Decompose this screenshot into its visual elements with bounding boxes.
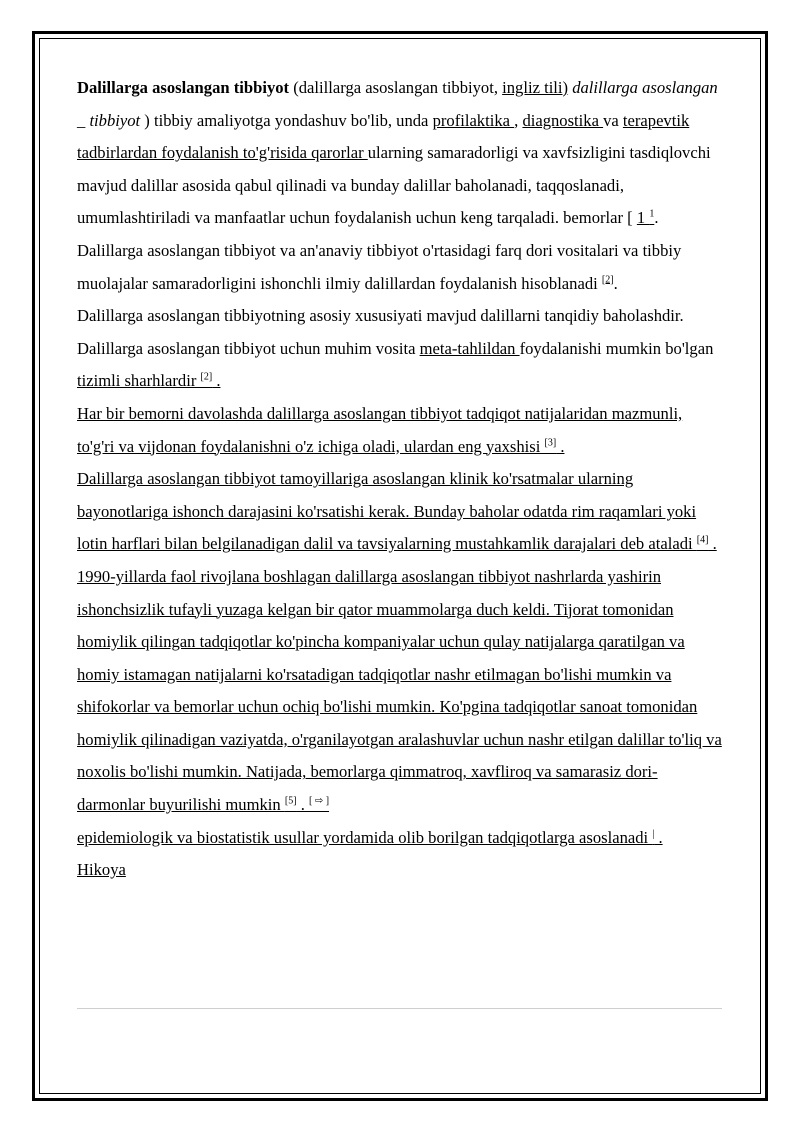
document-body: [77, 72, 722, 887]
reference-sup: [5]: [284, 795, 297, 807]
paragraph-guidelines[interactable]: [77, 463, 722, 561]
text: foydalanishi mumkin bo'lgan: [519, 338, 714, 358]
italic-term: dalillarga asoslangan _ tibbiyot: [77, 78, 718, 130]
link-english[interactable]: ingliz tili): [502, 78, 569, 97]
text: .: [296, 795, 309, 815]
text: epidemiologik va biostatistik usullar yordamida olib borilgan tadqiqotlarga asoslanadi: [77, 827, 653, 847]
text: (dalillarga asoslangan tibbiyot,: [289, 78, 503, 97]
link-diagnostika[interactable]: diagnostika: [522, 110, 604, 130]
link-terapevtik[interactable]: terapevtik tadbirlardan foydalanish to'g'risida qarorlar: [77, 110, 690, 163]
reference-sup: |: [652, 828, 655, 840]
text: .: [613, 273, 618, 293]
reference-sup: 1: [649, 208, 655, 220]
link-meta-analysis[interactable]: meta-tahlildan: [419, 338, 520, 358]
text: Har bir bemorni davolashda dalillarga asoslangan tibbiyot tadqiqot natijalaridan mazmunli, to'g'ri va vijdonan foydalanishni o'z ichiga oladi, ulardan eng yaxshisi: [77, 403, 683, 456]
text: .: [708, 534, 717, 554]
text: Dalillarga asoslangan tibbiyotning asosiy xususiyati mavjud dalillarni tanqidiy baholashdir. Dalillarga asoslangan tibbiyot uchun muhim vosita: [77, 306, 684, 358]
paragraph-intro: [77, 72, 722, 300]
text: ) tibbiy amaliyotga yondashuv bo'lib, unda: [140, 110, 433, 130]
paragraph-methods[interactable]: [77, 822, 722, 855]
text: .: [556, 436, 565, 456]
link-text: tizimli sharhlardir: [77, 371, 201, 391]
reference-sup: [3]: [544, 437, 557, 448]
reference-number: 1: [636, 208, 650, 228]
reference-link-2[interactable]: [2]: [601, 274, 614, 286]
history-link[interactable]: Hikoya: [77, 860, 126, 880]
link-systematic-reviews[interactable]: [77, 371, 220, 390]
reference-sup-arrow: [ ⇨ ]: [309, 795, 330, 807]
reference-sup: [4]: [696, 534, 709, 546]
text: 1990-yillarda faol rivojlana boshlagan dalillarga asoslangan tibbiyot nashrlarda yashirin ishonchsizlik tufayli yuzaga kelgan bir qator muammolarga duch keldi. Tijorat tomonidan homiylik qilingan tadqiqotlar ko'pincha kompaniyalar uchun qulay natijalarga qaratilgan va homiy istamagan natijalarni ko'rsatadigan tadqiqotlar nashr etilmagan bo'lishi mumkin va shifokorlar va bemorlar uchun ochiq bo'lishi mumkin. Ko'pgina tadqiqotlar sanoat tomonidan homiylik qilinadigan vaziyatda, o'rganilayotgan aralashuvlar uchun nashr etilgan dalillar to'liq va noxolis bo'lishi mumkin. Natijada, bemorlarga qimmatroq, xavfliroq va samarasiz dori-darmonlar buyurilishi mumkin: [77, 566, 722, 815]
bold-term: Dalillarga asoslangan tibbiyot: [77, 78, 290, 97]
text: . Dalillarga asoslangan tibbiyot va an'anaviy tibbiyot o'rtasidagi farq dori vositalari va tibbiy muolajalar samaradorligini ishonchli ilmiy dalillardan foydalanish hisoblanadi: [77, 208, 682, 293]
horizontal-rule: [77, 1008, 722, 1009]
paragraph-key-feature: [77, 300, 722, 398]
text: Dalillarga asoslangan tibbiyot tamoyillariga asoslangan klinik ko'rsatmalar ularning bayonotlariga ishonch darajasini ko'rsatishi kerak. Bunday baholar odatda rim raqamlari yoki lotin harflari bilan belgilanadigan dalil va tavsiyalarning mustahkamlik darajalari deb ataladi: [77, 469, 697, 554]
paragraph-treatment[interactable]: [77, 398, 722, 463]
text: ularning samaradorligi va xavfsizligini tasdiqlovchi mavjud dalillar asosida qabul qilinadi va bunday dalillar baholanadi, taqqoslanadi, umumlashtiriladi va manfaatlar uchun foydalanish uchun keng tarqaladi. bemorlar [: [77, 143, 711, 228]
reference-sup: [2]: [200, 371, 213, 383]
text: .: [212, 371, 221, 391]
text: .: [654, 827, 663, 847]
paragraph-1990s[interactable]: [77, 561, 722, 822]
text: va: [603, 110, 623, 130]
link-profilaktika[interactable]: profilaktika: [432, 110, 515, 130]
text: ,: [514, 110, 523, 130]
reference-link-1[interactable]: [637, 208, 654, 227]
